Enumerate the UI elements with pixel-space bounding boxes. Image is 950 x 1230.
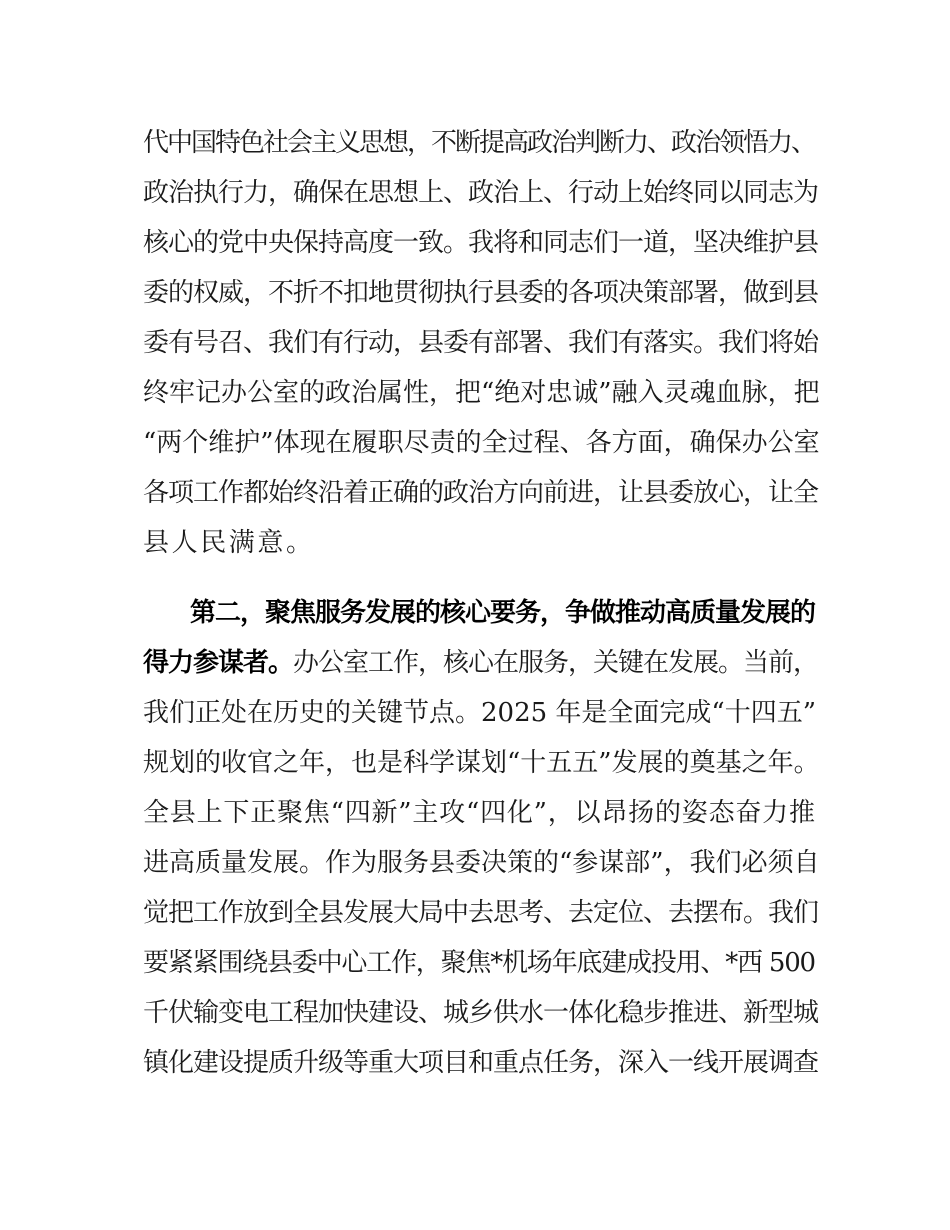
paragraph-line: 代中国特色社会主义思想，不断提高政治判断力、政治领悟力、	[143, 128, 816, 158]
paragraph-line: 全县上下正聚焦“四新”主攻“四化”，以昂扬的姿态奋力推	[143, 798, 816, 828]
paragraph-line: “两个维护”体现在履职尽责的全过程、各方面，确保办公室	[143, 428, 820, 458]
paragraph-line: 各项工作都始终沿着正确的政治方向前进，让县委放心，让全	[143, 478, 819, 508]
paragraph-line: 我们正处在历史的关键节点。2025 年是全面完成“十四五”	[143, 698, 817, 728]
paragraph-line: 委有号召、我们有行动，县委有部署、我们有落实。我们将始	[143, 328, 819, 358]
paragraph-line	[143, 646, 818, 680]
paragraph-line: 千伏输变电工程加快建设、城乡供水一体化稳步推进、新型城	[143, 998, 819, 1028]
paragraph-line: 政治执行力，确保在思想上、政治上、行动上始终同以同志为	[143, 178, 819, 208]
paragraph-text: 办公室工作，核心在服务，关键在发展。当前，	[293, 648, 819, 678]
section-heading-text: 第二，聚焦服务发展的核心要务，争做推动高质量发展的	[190, 598, 816, 628]
paragraph-line: 核心的党中央保持高度一致。我将和同志们一道，坚决维护县	[143, 228, 819, 258]
paragraph-line: 规划的收官之年，也是科学谋划“十五五”发展的奠基之年。	[143, 748, 820, 778]
section-heading-text: 得力参谋者。	[143, 648, 294, 678]
paragraph-line: 终牢记办公室的政治属性，把“绝对忠诚”融入灵魂血脉，把	[143, 378, 820, 408]
paragraph-line: 觉把工作放到全县发展大局中去思考、去定位、去摆布。我们	[143, 898, 819, 928]
paragraph-line: 委的权威，不折不扣地贯彻执行县委的各项决策部署，做到县	[143, 278, 819, 308]
paragraph-line: 进高质量发展。作为服务县委决策的“参谋部”，我们必须自	[143, 848, 820, 878]
paragraph-line: 镇化建设提质升级等重大项目和重点任务，深入一线开展调查	[143, 1048, 819, 1078]
paragraph-line: 县人民满意。	[143, 528, 315, 558]
paragraph-line: 要紧紧围绕县委中心工作，聚焦*机场年底建成投用、*西 500	[143, 948, 815, 978]
section-heading-line	[190, 596, 815, 630]
